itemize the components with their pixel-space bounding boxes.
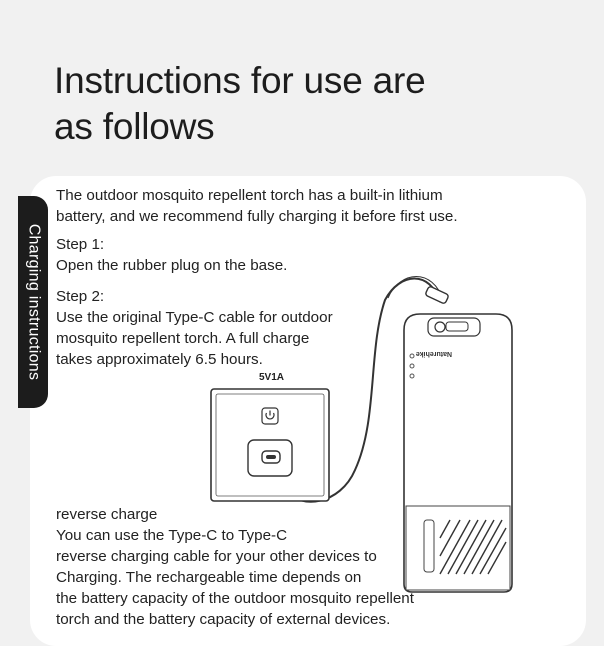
brand-logo: Naturehike xyxy=(415,350,452,357)
step1-heading: Step 1: xyxy=(56,236,105,253)
reverse-line-2: reverse charging cable for your other devices to xyxy=(56,548,377,565)
reverse-line-4: the battery capacity of the outdoor mosquito repellent xyxy=(56,590,414,607)
intro-line-1: The outdoor mosquito repellent torch has a built-in lithium xyxy=(56,187,443,204)
step1-text: Open the rubber plug on the base. xyxy=(56,257,288,274)
step2-heading: Step 2: xyxy=(56,288,105,305)
reverse-line-5: torch and the battery capacity of external devices. xyxy=(56,611,391,628)
torch-device xyxy=(404,314,512,592)
cable-connector xyxy=(425,286,449,304)
side-tab-label: Charging instructions xyxy=(25,223,43,381)
page-title-line-1: Instructions for use are xyxy=(54,60,426,101)
step2-line-2: mosquito repellent torch. A full charge xyxy=(56,330,310,347)
step2-line-3: takes approximately 6.5 hours. xyxy=(56,351,263,368)
adapter-plate xyxy=(211,389,329,501)
usb-port-icon xyxy=(248,440,292,476)
reverse-line-3: Charging. The rechargeable time depends on xyxy=(56,569,362,586)
step2-line-1: Use the original Type-C cable for outdoor xyxy=(56,309,333,326)
reverse-line-1: You can use the Type-C to Type-C xyxy=(56,527,288,544)
page-title-line-2: as follows xyxy=(54,106,215,147)
intro-line-2: battery, and we recommend fully charging it before first use. xyxy=(56,208,458,225)
power-icon xyxy=(262,408,278,424)
reverse-heading: reverse charge xyxy=(56,506,158,523)
adapter-label: 5V1A xyxy=(259,372,285,383)
